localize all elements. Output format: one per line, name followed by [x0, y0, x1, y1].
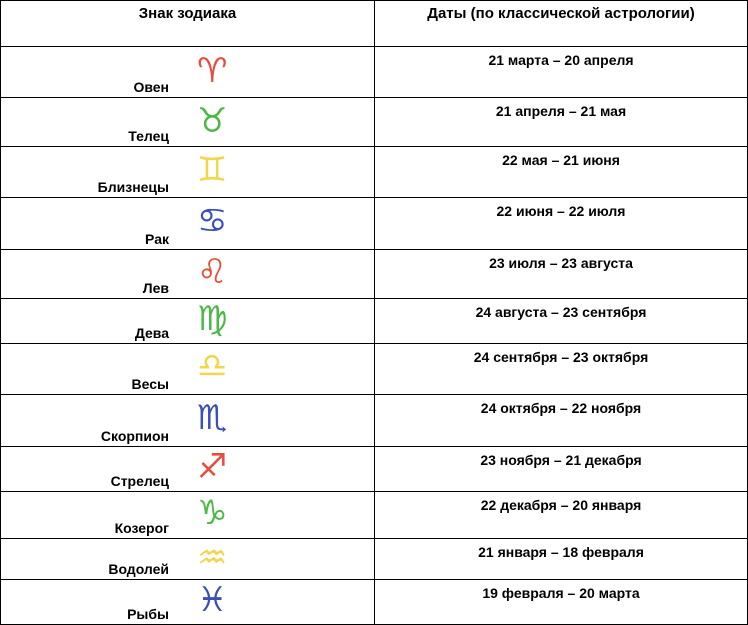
header-dates: Даты (по классической астрологии) — [375, 1, 748, 47]
scorpio-icon: ♏ — [197, 398, 228, 438]
sign-name: Стрелец — [110, 473, 169, 489]
table-row — [1, 492, 748, 539]
date-range: 22 мая – 21 июня — [375, 147, 748, 198]
date-range: 24 октября – 22 ноября — [375, 395, 748, 447]
sign-name: Скорпион — [100, 428, 169, 444]
table-row — [1, 344, 748, 395]
date-range: 19 февраля – 20 марта — [375, 580, 748, 625]
sign-name: Овен — [133, 79, 169, 95]
date-range: 21 января – 18 февраля — [375, 539, 748, 580]
sign-cell — [1, 250, 375, 299]
header-row — [1, 1, 748, 47]
cancer-icon: ♋ — [197, 201, 228, 241]
date-range: 24 августа – 23 сентября — [375, 299, 748, 344]
table-row — [1, 580, 748, 625]
table-row — [1, 198, 748, 250]
table-row — [1, 250, 748, 299]
date-range: 21 марта – 20 апреля — [375, 47, 748, 98]
date-range: 21 апреля – 21 мая — [375, 98, 748, 147]
sagittarius-icon: ♐ — [197, 447, 228, 487]
table-row — [1, 299, 748, 344]
capricorn-icon: ♑ — [197, 493, 228, 533]
date-range: 23 ноября – 21 декабря — [375, 447, 748, 492]
leo-icon: ♌ — [197, 252, 228, 292]
table-body — [1, 47, 748, 625]
sign-name: Весы — [131, 376, 169, 392]
sign-name: Близнецы — [97, 179, 169, 195]
sign-cell — [1, 395, 375, 447]
aries-icon: ♈ — [197, 51, 228, 91]
table-row — [1, 98, 748, 147]
table-row — [1, 147, 748, 198]
virgo-icon: ♍ — [197, 299, 228, 339]
date-range: 24 сентября – 23 октября — [375, 344, 748, 395]
libra-icon: ♎ — [197, 346, 228, 386]
date-range: 22 декабря – 20 января — [375, 492, 748, 539]
sign-name: Рак — [145, 231, 169, 247]
taurus-icon: ♉ — [197, 101, 228, 141]
header-sign: Знак зодиака — [1, 1, 375, 47]
sign-cell — [1, 47, 375, 98]
sign-name: Козерог — [114, 520, 169, 536]
table-row — [1, 47, 748, 98]
sign-name: Дева — [134, 325, 169, 341]
pisces-icon: ♓ — [197, 580, 228, 620]
sign-cell — [1, 147, 375, 198]
table-row — [1, 539, 748, 580]
date-range: 22 июня – 22 июля — [375, 198, 748, 250]
sign-cell — [1, 299, 375, 344]
table-row — [1, 395, 748, 447]
sign-name: Рыбы — [127, 606, 169, 622]
sign-cell — [1, 492, 375, 539]
sign-cell — [1, 539, 375, 580]
sign-cell — [1, 98, 375, 147]
sign-cell — [1, 344, 375, 395]
sign-name: Водолей — [108, 561, 169, 577]
sign-cell — [1, 580, 375, 625]
date-range: 23 июля – 23 августа — [375, 250, 748, 299]
sign-cell — [1, 447, 375, 492]
sign-name: Телец — [128, 128, 169, 144]
sign-name: Лев — [142, 280, 169, 296]
sign-cell — [1, 198, 375, 250]
aquarius-icon: ♒ — [197, 538, 228, 578]
table-row — [1, 447, 748, 492]
gemini-icon: ♊ — [197, 150, 228, 190]
